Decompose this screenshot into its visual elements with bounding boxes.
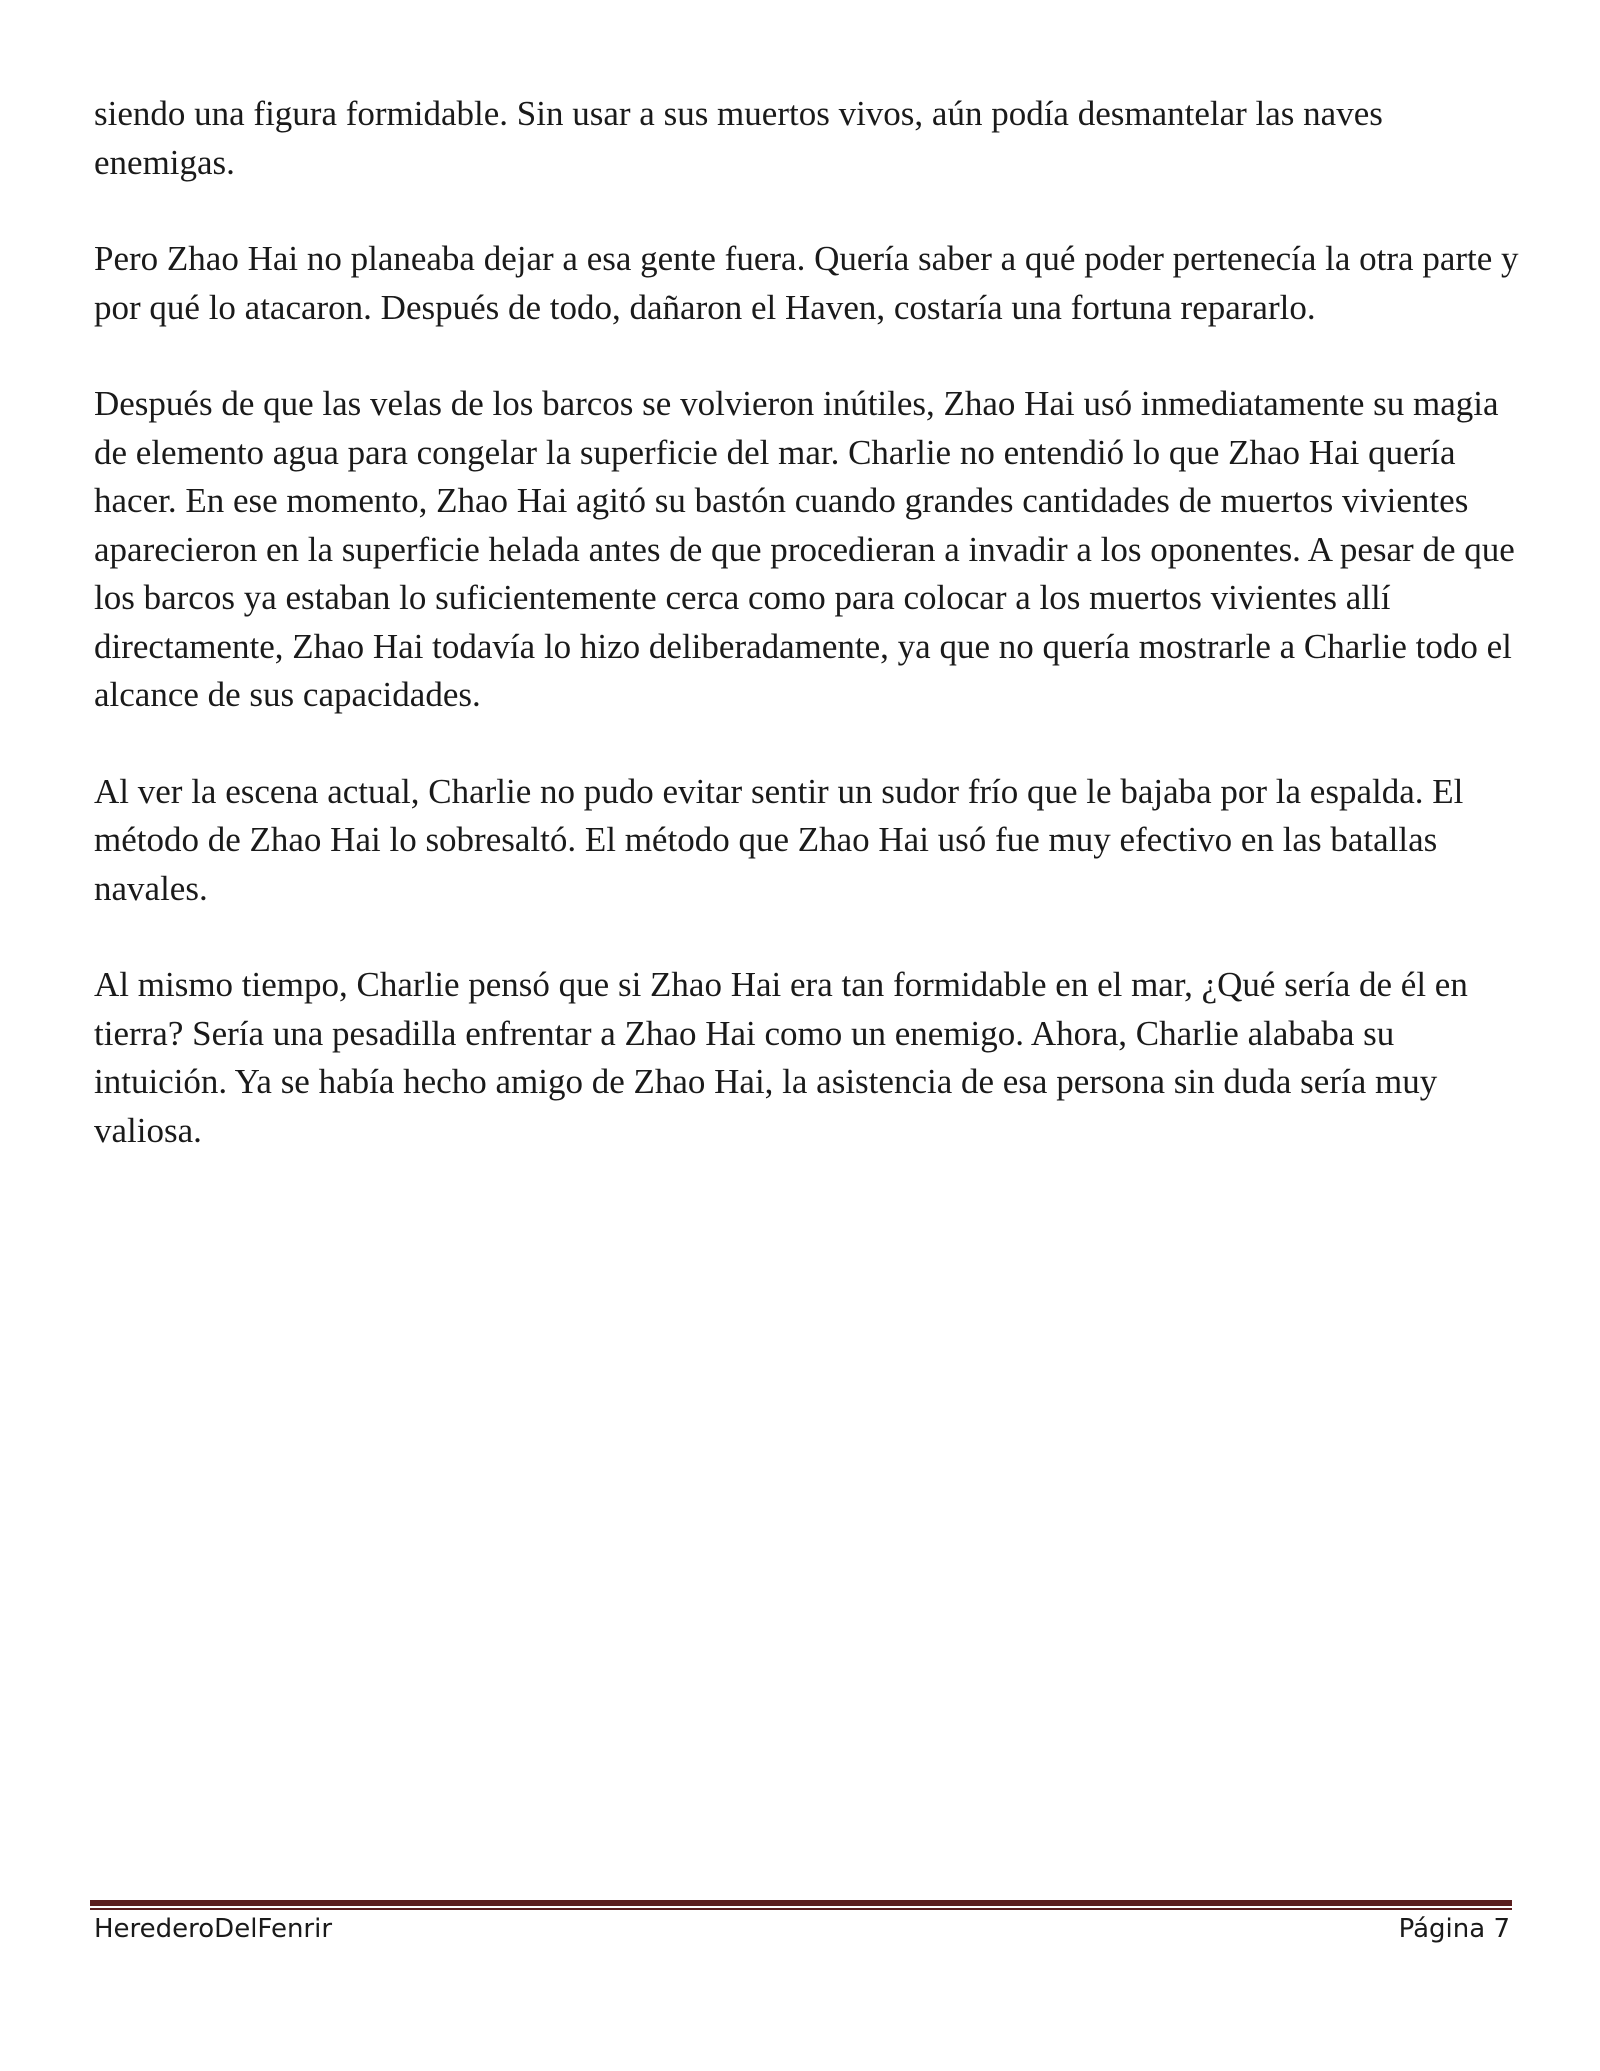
paragraph-3: Después de que las velas de los barcos se volvieron inútiles, Zhao Hai usó inmediatamente su magia de elemento agua para congelar la superficie del mar. Charlie no entendió lo que Zhao Hai quería hacer. En ese momento, Zhao Hai agitó su bastón cuando grandes cantidades de muertos vivientes aparecieron en la superficie helada antes de que procedieran a invadir a los oponentes. A pesar de que los barcos ya estaban lo suficientemente cerca como para colocar a los muertos vivientes allí directamente, Zhao Hai todavía lo hizo deliberadamente, ya que no quería mostrarle a Charlie todo el alcance de sus capacidades. [94, 384, 1515, 714]
paragraph-1: siendo una figura formidable. Sin usar a sus muertos vivos, aún podía desmantelar las naves enemigas. [94, 94, 1383, 182]
footer-divider-thin [90, 1908, 1512, 1910]
paragraph-2: Pero Zhao Hai no planeaba dejar a esa gente fuera. Quería saber a qué poder pertenecía la otra parte y por qué lo atacaron. Después de todo, dañaron el Haven, costaría una fortuna repararlo. [94, 239, 1519, 327]
paragraph-4: Al ver la escena actual, Charlie no pudo evitar sentir un sudor frío que le bajaba por la espalda. El método de Zhao Hai lo sobresaltó. El método que Zhao Hai usó fue muy efectivo en las batallas navales. [94, 771, 1464, 908]
paragraph-5: Al mismo tiempo, Charlie pensó que si Zhao Hai era tan formidable en el mar, ¿Qué sería de él en tierra? Sería una pesadilla enfrentar a Zhao Hai como un enemigo. Ahora, Charlie alababa su intuición. Ya se había hecho amigo de Zhao Hai, la asistencia de esa persona sin duda sería muy valiosa. [94, 965, 1468, 1150]
footer-divider [90, 1900, 1512, 1910]
footer-divider-thick [90, 1900, 1512, 1906]
body-text [94, 90, 1526, 1203]
footer-page-number: Página 7 [1398, 1914, 1510, 1944]
footer-author: HerederoDelFenrir [94, 1914, 333, 1944]
